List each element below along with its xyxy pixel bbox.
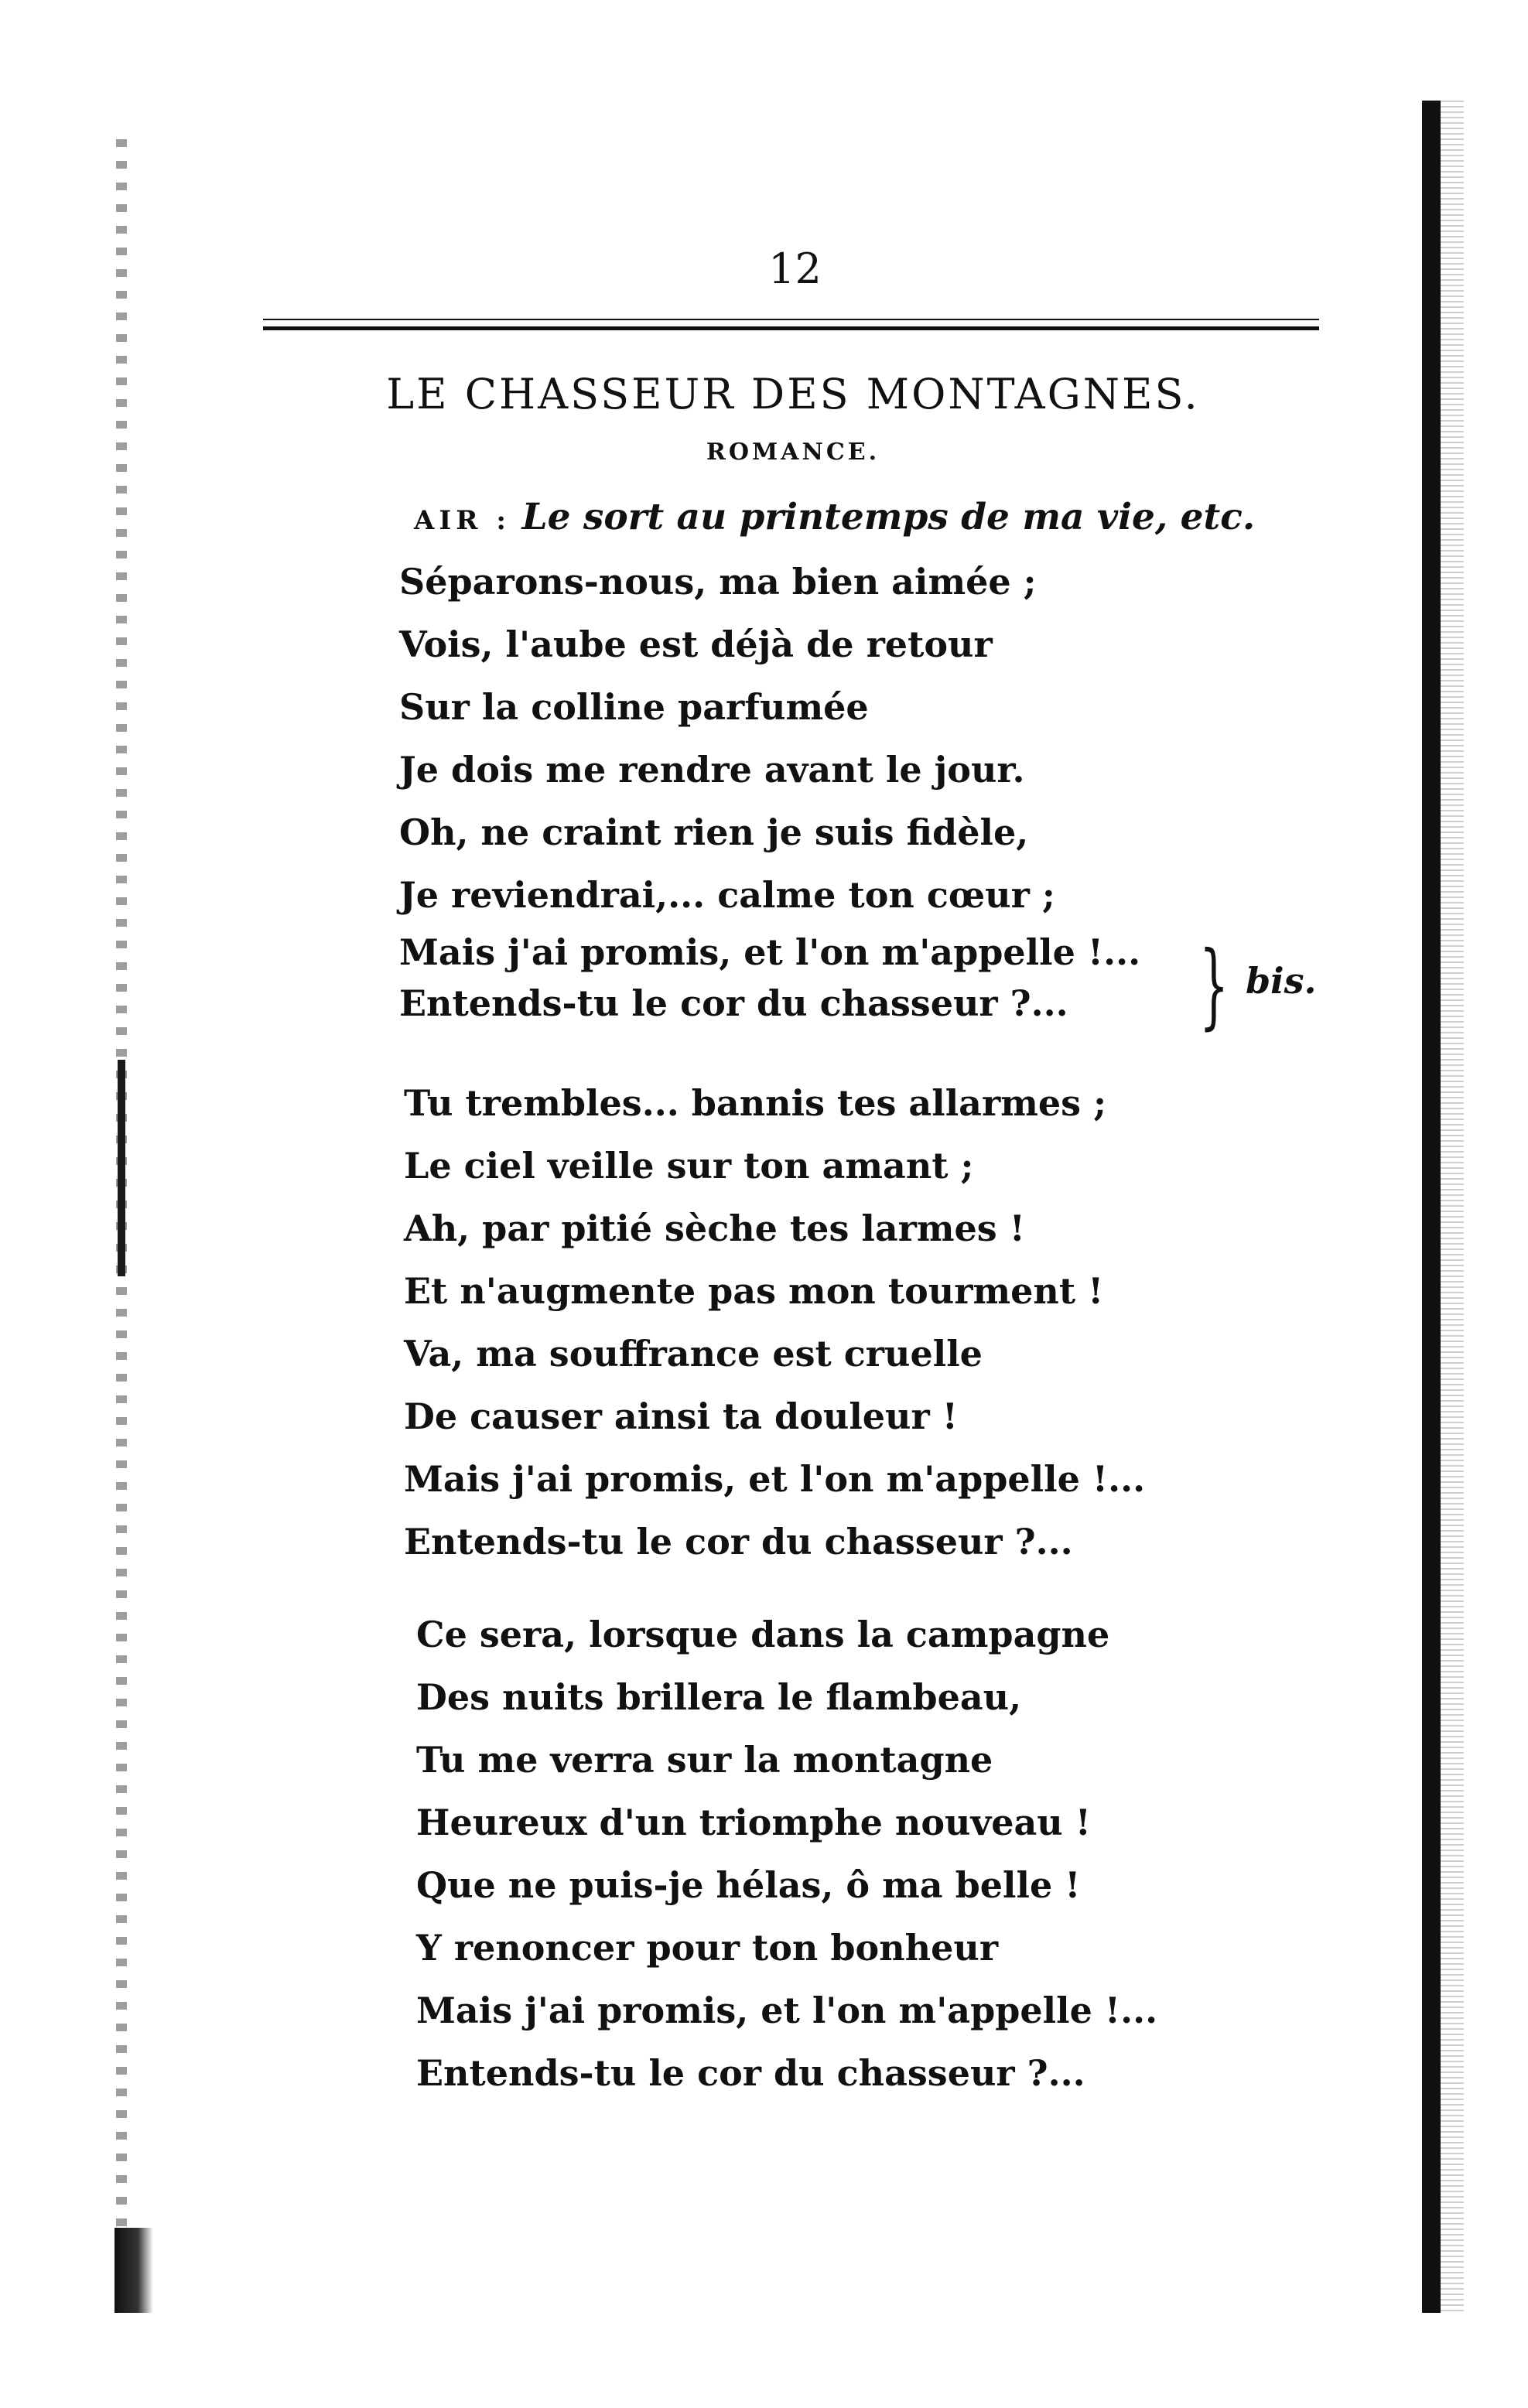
verse-line: De causer ainsi ta douleur ! <box>404 1395 958 1437</box>
verse-line: Tu trembles... bannis tes allarmes ; <box>404 1082 1107 1124</box>
verse-line: Sur la colline parfumée <box>399 686 869 728</box>
air-tune: Le sort au printemps de ma vie, etc. <box>521 496 1256 538</box>
stanza-3 <box>416 1604 1157 2105</box>
header-rule-thin <box>263 319 1319 320</box>
verse-line: Le ciel veille sur ton amant ; <box>404 1145 974 1187</box>
verse-line: Tu me verra sur la montagne <box>416 1739 993 1781</box>
repeat-brace: } <box>1199 932 1229 1040</box>
verse-line: Des nuits brillera le flambeau, <box>416 1676 1022 1718</box>
page-edge-shadow-right <box>1422 101 1441 2313</box>
refrain-line: Mais j'ai promis, et l'on m'appelle !... <box>404 1458 1146 1500</box>
page-edge-corner-left <box>115 2228 153 2313</box>
verse-line: Séparons-nous, ma bien aimée ; <box>399 561 1037 603</box>
stanza-1 <box>399 551 1140 1029</box>
verse-line: Je dois me rendre avant le jour. <box>399 749 1025 791</box>
verse-line: Je reviendrai,... calme ton cœur ; <box>399 874 1055 916</box>
verse-line: Vois, l'aube est déjà de retour <box>399 623 993 665</box>
refrain-line: Entends-tu le cor du chasseur ?... <box>416 2052 1085 2094</box>
refrain-line: Mais j'ai promis, et l'on m'appelle !... <box>399 931 1141 973</box>
page-edge-binding-left <box>118 1060 125 1276</box>
verse-line: Et n'augmente pas mon tourment ! <box>404 1270 1104 1312</box>
song-subtitle: ROMANCE. <box>706 439 880 466</box>
header-rule-thick <box>263 326 1319 330</box>
refrain-line: Mais j'ai promis, et l'on m'appelle !... <box>416 1990 1158 2031</box>
stanza-2 <box>404 1072 1145 1573</box>
air-line <box>414 494 1255 544</box>
verse-line: Y renoncer pour ton bonheur <box>416 1927 999 1969</box>
refrain-line: Entends-tu le cor du chasseur ?... <box>404 1521 1073 1563</box>
verse-line: Heureux d'un triomphe nouveau ! <box>416 1802 1091 1843</box>
song-title: LE CHASSEUR DES MONTAGNES. <box>386 370 1200 418</box>
verse-line: Va, ma souffrance est cruelle <box>404 1333 983 1375</box>
refrain-line: Entends-tu le cor du chasseur ?... <box>399 982 1068 1024</box>
page-number: 12 <box>768 244 822 293</box>
verse-line: Ah, par pitié sèche tes larmes ! <box>404 1207 1025 1249</box>
air-label: AIR : <box>414 505 511 536</box>
page-edge-speckle-right <box>1441 101 1464 2313</box>
verse-line: Ce sera, lorsque dans la campagne <box>416 1614 1110 1655</box>
repeat-mark: bis. <box>1246 960 1317 1002</box>
verse-line: Oh, ne craint rien je suis fidèle, <box>399 811 1029 853</box>
verse-line: Que ne puis-je hélas, ô ma belle ! <box>416 1864 1081 1906</box>
